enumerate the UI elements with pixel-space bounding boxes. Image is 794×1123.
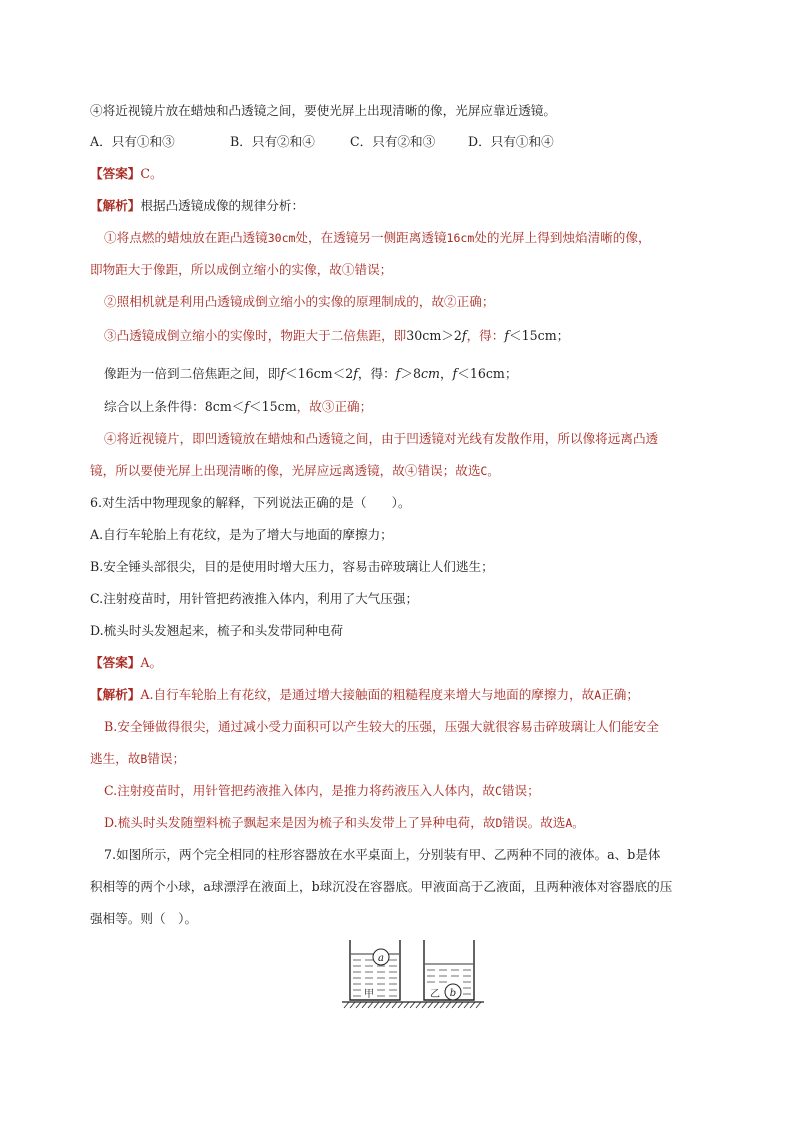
option-a: A．只有①和③ [90,134,175,149]
analysis-1-summary [104,399,372,415]
table-surface [342,1002,484,1008]
math-var: f [244,399,250,414]
option-d: D．只有①和④ [468,134,554,149]
answer-tag: 【答案】 [90,166,141,181]
math-var: f [504,328,510,343]
analysis-1-point-1-cont [90,262,392,278]
text: B [140,752,148,766]
text: 错误； [147,751,186,766]
ball-b-label: b [449,988,457,999]
container-yi [424,940,474,1000]
analysis-1-point-3 [104,328,569,344]
math-var: f [461,328,467,343]
math-var: f [452,366,458,381]
option-b: B．只有②和④ [230,134,315,149]
math-unit: cm [420,366,440,381]
text: ，得： [357,366,396,381]
text: B.安全锤做得很尖，通过减小受力面积可以产生较大的压强，压强大就很容易击碎玻璃让人们能安全 [104,719,659,734]
text: ②照相机就是利用凸透镜成倒立缩小的实像的原理制成的，故②正确； [104,294,495,309]
text: ④将近视镜片，即凹透镜放在蜡烛和凸透镜之间，由于凹透镜对光线有发散作用，所以像将远离凸透 [104,431,659,446]
math: ＜15cm [509,328,557,343]
text: 强相等。则（ ）。 [90,911,198,926]
question-text: 6.对生活中物理现象的解释，下列说法正确的是（ ）。 [90,495,411,510]
question-7-line-2 [90,879,672,895]
text: A.自行车轮胎上有花纹，是通过增大接触面的粗糙程度来增大与地面的摩擦力，故 [140,687,595,702]
label-yi: 乙 [430,989,440,1000]
text: A.自行车轮胎上有花纹，是为了增大与地面的摩擦力； [90,527,393,542]
math: ＜15cm [249,399,297,414]
text: B.安全锤头部很尖，目的是使用时增大压力，容易击碎玻璃让人们逃生； [90,559,494,574]
text: 正确； [601,687,639,702]
answer-1 [90,166,163,182]
analysis-2 [90,687,639,703]
text: C.注射疫苗时，用针管把药液推入体内，利用了大气压强； [90,591,419,606]
answer-value: A。 [140,655,163,670]
option-c: C．只有②和③ [350,134,436,149]
analysis-1-point-3-cont [104,366,517,382]
question-7-line-3 [90,911,197,927]
math-var: f [280,366,285,381]
question-6 [90,495,411,511]
text: C。 [480,464,499,478]
text: ； [504,366,518,381]
text: A。 [565,816,584,830]
answer-tag: 【答案】 [90,655,141,670]
text: 像距为一倍到二倍焦距之间，即 [104,366,281,381]
label-jia: 甲 [364,989,374,1000]
text: ； [556,328,570,343]
text: ，故③正确； [296,399,373,414]
analysis-2-c [104,783,540,799]
question-6-option-c [90,591,418,607]
text: 镜，所以要使光屏上出现清晰的像，光屏应远离透镜，故④错误；故选 [90,463,481,478]
text: ③凸透镜成倒立缩小的实像时，物距大于二倍焦距，即 [104,328,407,343]
text: 逃生，故 [90,751,141,766]
text: 错误。故选 [502,815,566,830]
analysis-1-point-1 [104,230,651,246]
text: D.梳头时头发翘起来，梳子和头发带同种电荷 [90,623,343,638]
containers-figure [338,936,488,1012]
question-6-option-a [90,527,393,543]
text: D.梳头时头发随塑料梳子飘起来是因为梳子和头发带上了异种电荷，故 [104,815,496,830]
text: 7.如图所示，两个完全相同的柱形容器放在水平桌面上，分别装有甲、乙两种不同的液体。a、b是体 [104,847,661,862]
options-row [90,134,175,150]
text: D [495,816,503,830]
text: 处的光屏上得到烛焰清晰的像， [474,230,651,245]
text: 16cm [446,231,475,245]
statement-4 [90,103,556,119]
text: 错误； [501,783,540,798]
text: ④将近视镜片放在蜡烛和凸透镜之间，要使光屏上出现清晰的像，光屏应靠近透镜。 [90,103,556,118]
answer-value: C。 [140,166,163,181]
analysis-1-point-4 [104,431,658,447]
math: ＜16cm＜2 [284,366,354,381]
analysis-tag: 【解析】 [90,198,141,213]
math-var: f [353,366,358,381]
container-jia [350,940,400,1000]
analysis-2-b [104,719,659,735]
answer-2 [90,655,162,671]
text: 即物距大于像距，所以成倒立缩小的实像，故①错误； [90,262,393,277]
text: A [594,688,602,702]
question-6-option-b [90,559,494,575]
question-6-option-d [90,623,343,639]
text: 积相等的两个小球，a球漂浮在液面上，b球沉没在容器底。甲液面高于乙液面，且两种液体对容器底的压 [90,879,673,894]
text: C.注射疫苗时，用针管把药液推入体内，是推力将药液压入人体内，故 [104,783,496,798]
text: 30cm [267,231,296,245]
text: 综合以上条件得： [104,399,205,414]
text: 处，在透镜另一侧距离透镜 [295,230,447,245]
analysis-2-d [104,815,584,831]
math: 8cm＜ [204,399,245,414]
analysis-text: 根据凸透镜成像的规律分析： [140,198,305,213]
ball-a-label: a [378,953,384,964]
analysis-1-point-4-cont [90,463,499,479]
text: C [495,784,502,798]
text: ①将点燃的蜡烛放在距凸透镜 [104,230,268,245]
math: 30cm＞2 [406,328,462,343]
question-7-line-1 [104,847,661,863]
analysis-2-b-cont [90,751,185,767]
analysis-1-point-2 [104,294,494,310]
analysis-tag: 【解析】 [90,687,141,702]
text: ，得： [466,328,505,343]
analysis-1 [90,198,304,214]
math: ＜16cm [457,366,505,381]
math-var: f [395,366,401,381]
text: ， [439,366,453,381]
math: ＞8 [400,366,421,381]
